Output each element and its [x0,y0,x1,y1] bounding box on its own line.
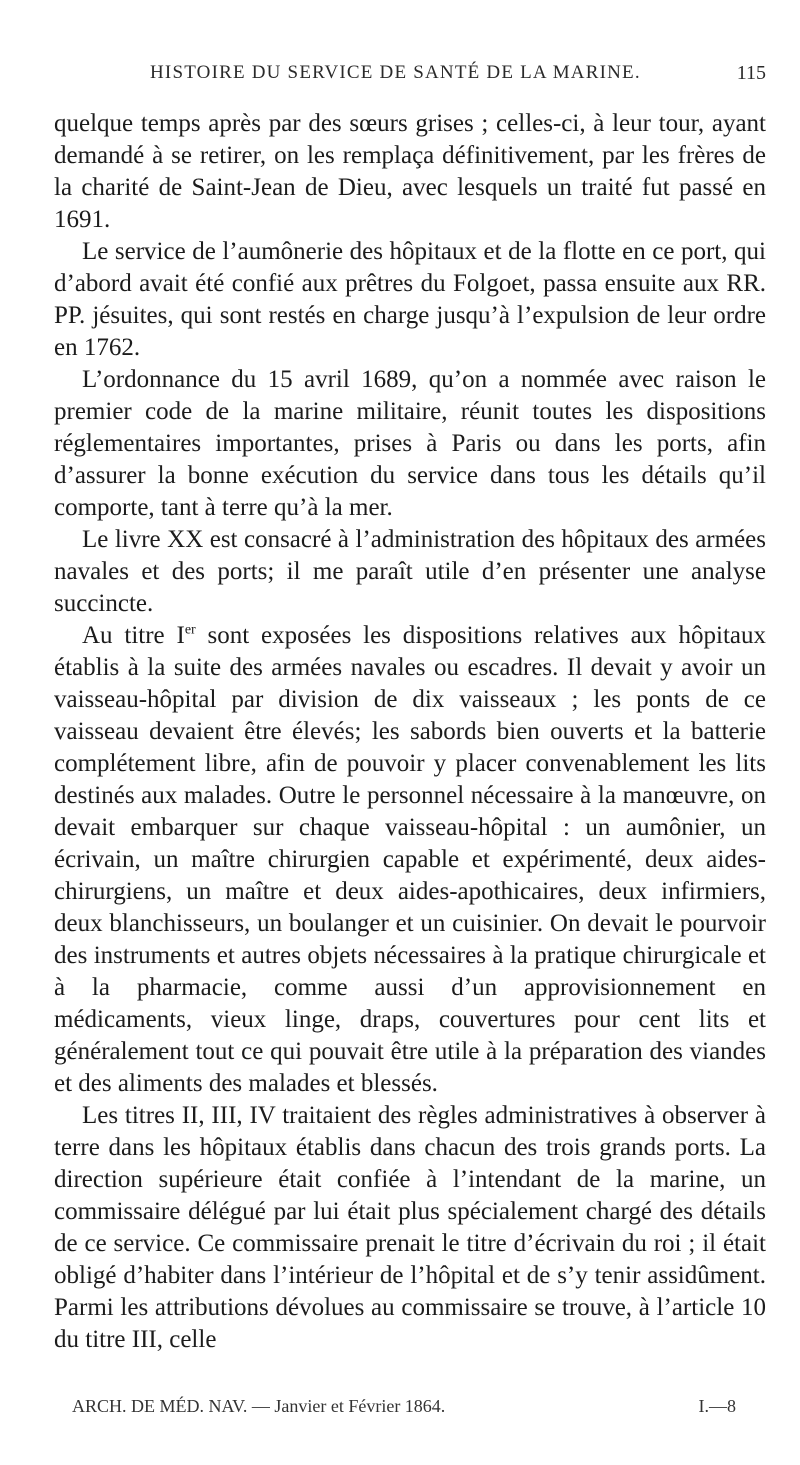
page-header [60,62,766,92]
paragraph-2: Le service de l’aumônerie des hôpitaux et de la flotte en ce port, qui d’abord avait été confié aux prêtres du Folgoet, passa ensuite aux RR. PP. jésuites, qui sont restés en charge jusqu’à l’expulsion de leur ordre en 1762. [54,238,766,361]
body-text [54,108,766,1356]
page-number: 115 [736,62,766,84]
page-footer [72,1396,736,1424]
paragraph-5 [54,620,766,1100]
paragraph-6: Les titres II, III, IV traitaient des règles administratives à observer à terre dans les hôpitaux établis dans chacun des trois grands ports. La direction supérieure était confiée à l’intendant de la marine, un commissaire délégué par lui était plus spécialement chargé des détails de ce service. Ce commissaire prenait le titre d’écrivain du roi ; il était obligé d’habiter dans l’intérieur de l’hôpital et de s’y tenir assidûment. Parmi les attributions dévolues au commissaire se trouve, à l’article 10 du titre III, celle [54,1102,766,1353]
paragraph-3: L’ordonnance du 15 avril 1689, qu’on a nommée avec raison le premier code de la marine militaire, réunit toutes les dispositions réglementaires importantes, prises à Paris ou dans les ports, afin d’assurer la bonne exécution du service dans tous les détails qu’il comporte, tant à terre qu’à la mer. [54,366,766,521]
signature-mark: I.—8 [698,1396,736,1416]
paragraph-5-body: sont exposées les dispositions relatives aux hôpitaux établis à la suite des armées navales ou escadres. Il devait y avoir un vaisseau-hôpital par division de dix vaisseaux ; les ponts de ce vaisseau devaient être élevés; les sabords bien ouverts et la batterie complétement libre, afin de pouvoir y placer convenablement les lits destinés aux malades. Outre le personnel nécessaire à la manœuvre, on devait embarquer sur chaque vaisseau-hôpital : un aumônier, un écrivain, un maître chirurgien capable et expérimenté, deux aides-chirurgiens, un maître et deux aides-apothicaires, deux infirmiers, deux blanchisseurs, un boulanger et un cuisinier. On devait le pourvoir des instruments et autres objets nécessaires à la pratique chirurgicale et à la pharmacie, comme aussi d’un approvisionnement en médicaments, vieux linge, draps, couvertures pour cent lits et généralement tout ce qui pouvait être utile à la préparation des viandes et des aliments des malades et blessés. [54,622,766,1097]
paragraph-5-lead: Au titre I [82,622,185,649]
ordinal-superscript: er [184,622,196,638]
footer-source: ARCH. DE MÉD. NAV. — Janvier et Février 1864. [72,1396,446,1416]
running-title: HISTOIRE DU SERVICE DE SANTÉ DE LA MARINE. [150,62,641,83]
paragraph-1: quelque temps après par des sœurs grises ; celles-ci, à leur tour, ayant demandé à se retirer, on les remplaça définitivement, par les frères de la charité de Saint-Jean de Dieu, avec lesquels un traité fut passé en 1691. [54,110,766,233]
paragraph-4: Le livre XX est consacré à l’administration des hôpitaux des armées navales et des ports; il me paraît utile d’en présenter une analyse succincte. [54,526,766,617]
